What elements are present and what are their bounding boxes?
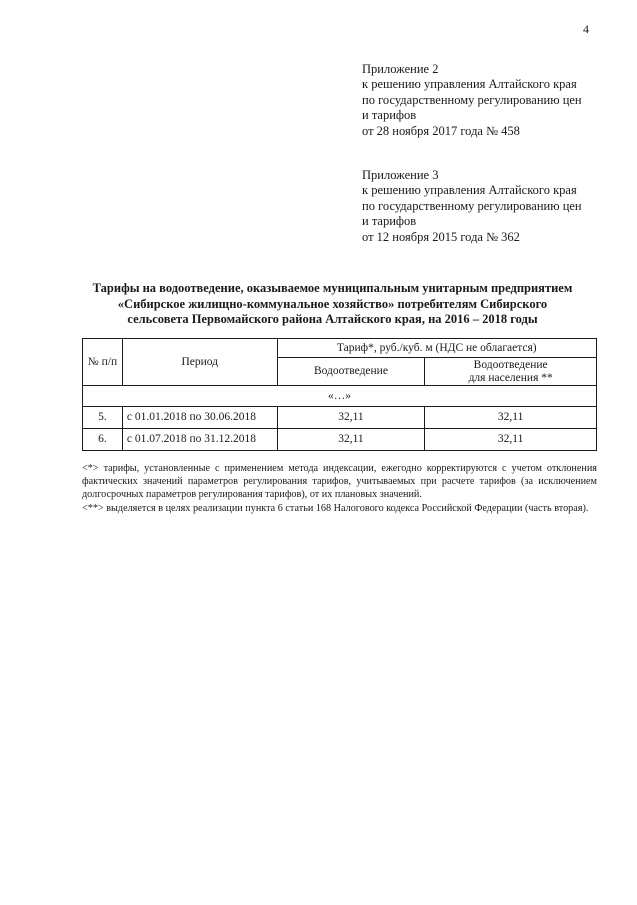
table-row [83,407,597,429]
header-b-line1: Водоотведение [473,358,548,371]
tariff-table [82,338,597,451]
ellipsis-cell: «…» [83,386,597,407]
row-wastewater-value: 32,11 [277,429,425,451]
header-num: № п/п [83,339,123,386]
row-num: 5. [83,407,123,429]
row-wastewater-value: 32,11 [277,407,425,429]
appendix-3-date: от 12 ноября 2015 года № 362 [362,229,520,244]
appendix-2-block [362,62,582,139]
row-period: с 01.01.2018 по 30.06.2018 [122,407,277,429]
appendix-3-block [362,168,582,245]
appendix-2-heading: Приложение 2 [362,62,439,76]
row-population-value: 32,11 [425,429,597,451]
appendix-3-line: к решению управления Алтайского края [362,183,577,198]
row-num: 6. [83,429,123,451]
header-b-line2: для населения ** [468,371,553,384]
header-period: Период [122,339,277,386]
table-row-ellipsis [83,386,597,407]
title-line: «Сибирское жилищно-коммунальное хозяйство» потребителям Сибирского [117,296,548,311]
table-row [83,429,597,451]
appendix-3-heading: Приложение 3 [362,168,439,182]
footnote-2: <**> выделяется в целях реализации пункта 6 статьи 168 Налогового кодекса Российской Федерации (часть вторая). [82,502,589,514]
header-tariff-group: Тариф*, руб./куб. м (НДС не облагается) [277,339,596,358]
appendix-3-line: и тарифов [362,214,417,229]
appendix-2-line: по государственному регулированию цен [362,92,582,107]
appendix-2-line: и тарифов [362,108,417,123]
title-line: сельсовета Первомайского района Алтайского края, на 2016 – 2018 годы [127,312,538,327]
footnotes [82,462,597,515]
appendix-2-line: к решению управления Алтайского края [362,77,577,92]
document-title [60,281,605,328]
row-population-value: 32,11 [425,407,597,429]
header-wastewater-population [425,358,597,386]
footnote-1: <*> тарифы, установленные с применением метода индексации, ежегодно корректируются с учетом отклонения фактических значений параметров регулирования тарифов, учитываемых при расчете тарифов (за исключением долгосрочных параметров регулирования тарифов), от их плановых значений. [82,463,597,501]
row-period: с 01.07.2018 по 31.12.2018 [122,429,277,451]
title-line: Тарифы на водоотведение, оказываемое муниципальным унитарным предприятием [92,281,573,295]
appendix-3-line: по государственному регулированию цен [362,198,582,213]
page-number: 4 [583,22,589,36]
table-header-row [83,339,597,358]
appendix-2-date: от 28 ноября 2017 года № 458 [362,123,520,138]
header-wastewater: Водоотведение [277,358,425,386]
